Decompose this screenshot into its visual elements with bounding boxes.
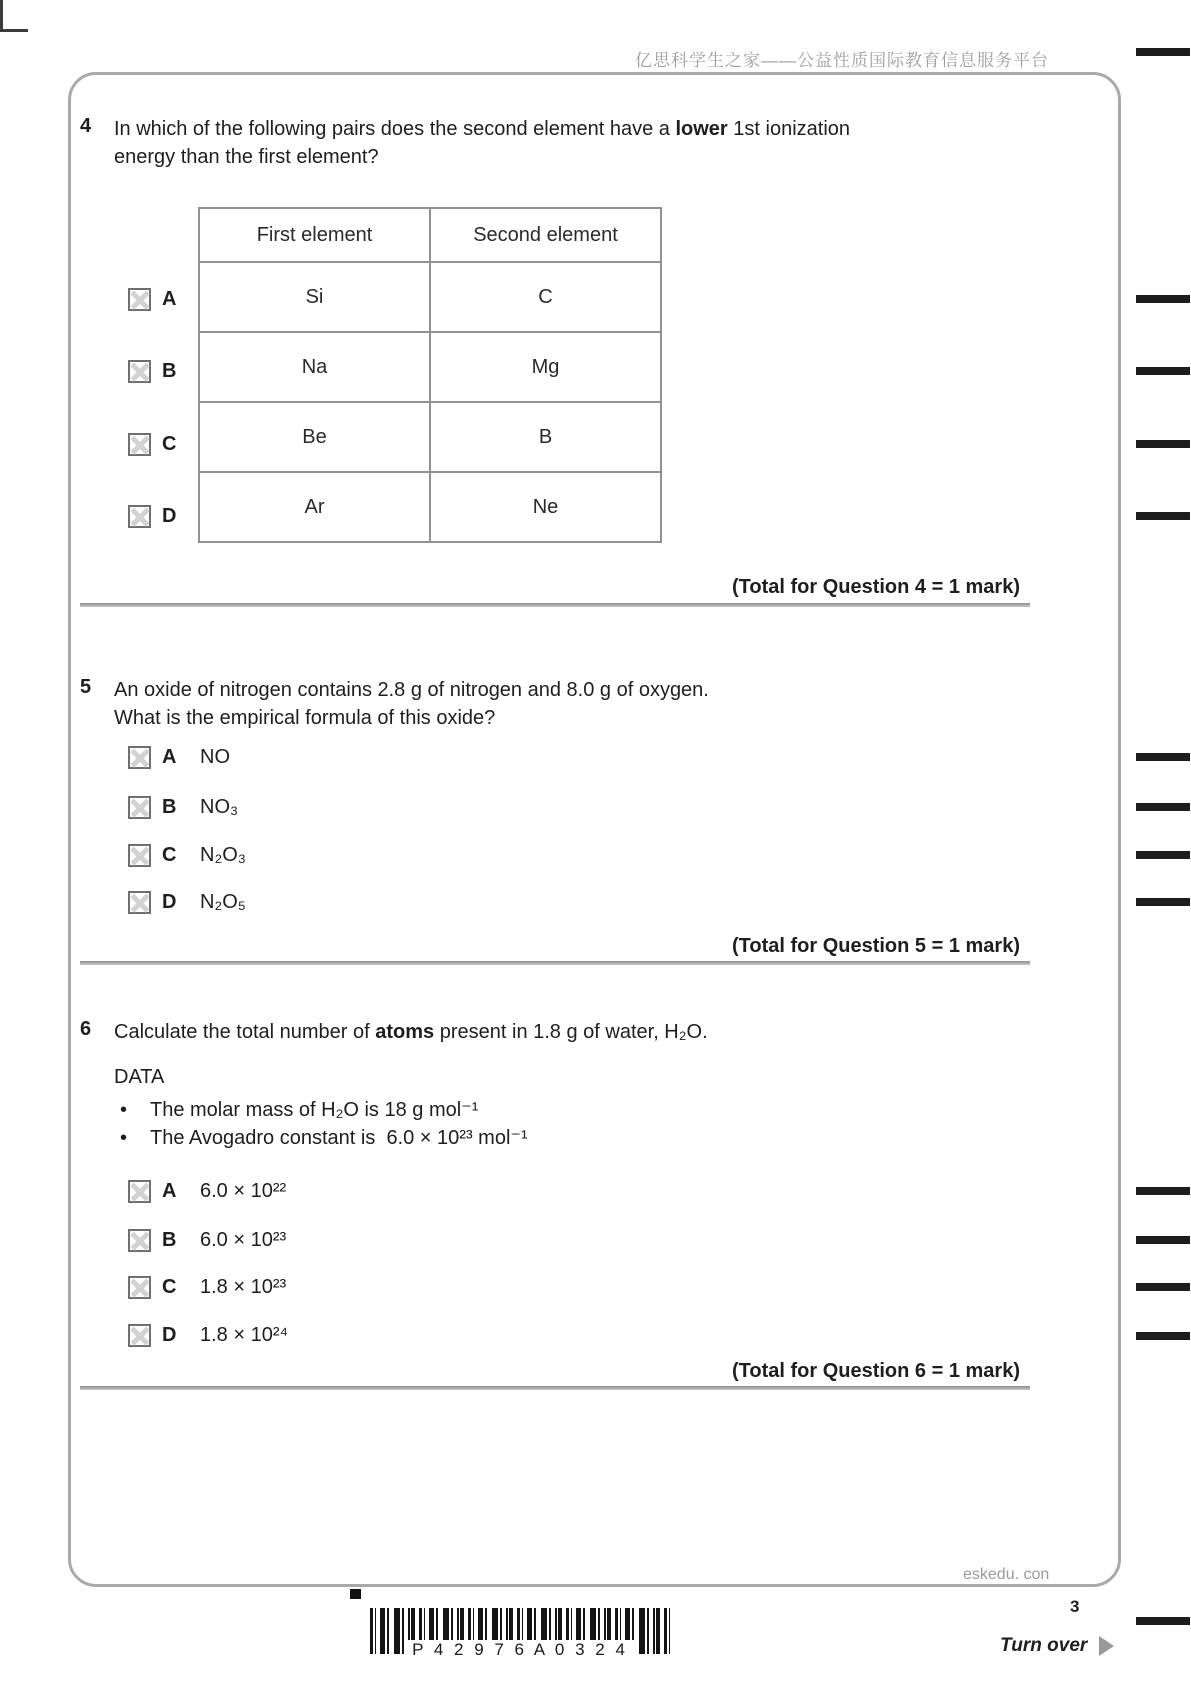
cell-first: Be	[199, 402, 430, 472]
cell-first: Si	[199, 262, 430, 332]
cell-second: C	[430, 262, 661, 332]
option-label: B	[162, 796, 177, 818]
table-row	[199, 262, 661, 332]
trim-mark	[1136, 512, 1190, 520]
turn-over	[1000, 1635, 1114, 1657]
cell-second: B	[430, 402, 661, 472]
trim-mark	[1136, 440, 1190, 448]
cell-second: Ne	[430, 472, 661, 542]
trim-mark	[1136, 1332, 1190, 1340]
question-divider	[80, 961, 1030, 965]
bullet-text: The Avogadro constant is 6.0 × 10²³ mol⁻¹	[150, 1127, 528, 1149]
question-5-text	[114, 676, 709, 732]
question-5-number: 5	[80, 676, 92, 698]
option-label: C	[162, 844, 177, 866]
trim-mark	[1136, 1283, 1190, 1291]
question-6-line1-end: present in 1.8 g of water, H₂O.	[434, 1021, 708, 1043]
trim-mark	[1136, 851, 1190, 859]
bullet-icon: •	[120, 1099, 128, 1121]
data-bullet-2	[120, 1125, 528, 1150]
cell-first: Na	[199, 332, 430, 402]
q4-element-table	[198, 207, 662, 543]
q5-option-b-checkbox[interactable]	[128, 796, 151, 819]
table-row	[199, 402, 661, 472]
corner-registration-mark	[0, 0, 3, 32]
q4-option-c-checkbox[interactable]	[128, 433, 151, 456]
table-row	[199, 472, 661, 542]
q6-option-c-checkbox[interactable]	[128, 1276, 151, 1299]
question-4-text	[114, 115, 850, 171]
q6-option-b-checkbox[interactable]	[128, 1229, 151, 1252]
trim-mark	[1136, 898, 1190, 906]
question-4-line1-end: 1st ionization	[727, 118, 851, 140]
option-label: D	[162, 505, 177, 527]
data-bullet-1	[120, 1097, 478, 1122]
q4-option-b	[128, 360, 184, 383]
q6-option-b	[128, 1229, 286, 1252]
option-text: N₂O₅	[200, 891, 246, 913]
question-4-number: 4	[80, 115, 92, 137]
barcode	[370, 1608, 670, 1672]
q5-option-d-checkbox[interactable]	[128, 891, 151, 914]
q6-option-d-checkbox[interactable]	[128, 1324, 151, 1347]
q4-option-b-checkbox[interactable]	[128, 360, 151, 383]
option-text: 6.0 × 10²²	[200, 1180, 287, 1202]
option-text: NO₃	[200, 796, 239, 818]
q4-option-a	[128, 288, 184, 311]
q4-option-d	[128, 505, 184, 528]
question-6-text	[114, 1018, 708, 1046]
question-divider	[80, 1386, 1030, 1390]
q5-option-a	[128, 746, 230, 769]
trim-mark	[1136, 48, 1190, 56]
q5-option-c-checkbox[interactable]	[128, 844, 151, 867]
option-text: NO	[200, 746, 230, 768]
turn-over-arrow-icon	[1099, 1636, 1114, 1656]
q6-option-a-checkbox[interactable]	[128, 1180, 151, 1203]
q5-option-a-checkbox[interactable]	[128, 746, 151, 769]
option-label: C	[162, 1276, 177, 1298]
cell-second: Mg	[430, 332, 661, 402]
table-row	[199, 332, 661, 402]
trim-mark	[1136, 367, 1190, 375]
q5-option-b	[128, 796, 238, 819]
question-divider	[80, 603, 1030, 607]
bullet-icon: •	[120, 1127, 128, 1149]
question-4-bold-word: lower	[675, 118, 728, 140]
q6-total-marks: (Total for Question 6 = 1 mark)	[731, 1360, 1020, 1382]
footer-watermark: eskedu. con	[963, 1566, 1050, 1583]
option-label: A	[162, 288, 177, 310]
option-text: 1.8 × 10²³	[200, 1276, 287, 1298]
option-label: A	[162, 746, 177, 768]
question-6-bold-word: atoms	[375, 1021, 435, 1043]
bullet-text: The molar mass of H₂O is 18 g mol⁻¹	[150, 1099, 479, 1121]
option-text: 1.8 × 10²⁴	[200, 1324, 289, 1346]
q4-option-d-checkbox[interactable]	[128, 505, 151, 528]
option-label: A	[162, 1180, 177, 1202]
cell-first: Ar	[199, 472, 430, 542]
q5-option-d	[128, 891, 246, 914]
option-text: N₂O₃	[200, 844, 246, 866]
question-4-line1: In which of the following pairs does the second element have a	[114, 118, 676, 140]
header-watermark: 亿思科学生之家——公益性质国际教育信息服务平台	[635, 51, 1049, 70]
option-label: D	[162, 891, 177, 913]
trim-mark	[1136, 1617, 1190, 1625]
q6-option-c	[128, 1276, 286, 1299]
q5-total-marks: (Total for Question 5 = 1 mark)	[731, 935, 1020, 957]
barcode-text: P 4 2 9 7 6 A 0 3 2 4	[404, 1640, 636, 1660]
option-label: B	[162, 1229, 177, 1251]
q4-option-a-checkbox[interactable]	[128, 288, 151, 311]
option-text: 6.0 × 10²³	[200, 1229, 287, 1251]
question-6-line1: Calculate the total number of	[114, 1021, 376, 1043]
table-header-first-element: First element	[199, 208, 430, 262]
q6-option-d	[128, 1324, 288, 1347]
question-4-table-wrap	[198, 207, 662, 543]
q5-option-c	[128, 844, 246, 867]
trim-mark	[1136, 1236, 1190, 1244]
data-section-label: DATA	[114, 1066, 165, 1088]
question-6-number: 6	[80, 1018, 92, 1040]
trim-mark	[1136, 295, 1190, 303]
trim-mark	[1136, 803, 1190, 811]
option-label: B	[162, 360, 177, 382]
question-5-line1: An oxide of nitrogen contains 2.8 g of nitrogen and 8.0 g of oxygen.	[114, 679, 709, 701]
turn-over-label: Turn over	[1000, 1635, 1088, 1656]
trim-mark	[1136, 1187, 1190, 1195]
question-5-line2: What is the empirical formula of this oxide?	[114, 707, 496, 729]
option-label: C	[162, 433, 177, 455]
page-number: 3	[1070, 1597, 1080, 1616]
q4-total-marks: (Total for Question 4 = 1 mark)	[731, 576, 1020, 598]
table-header-second-element: Second element	[430, 208, 661, 262]
corner-registration-mark	[0, 29, 28, 32]
q4-option-c	[128, 433, 184, 456]
q6-option-a	[128, 1180, 286, 1203]
registration-mark	[350, 1589, 361, 1599]
question-4-line2: energy than the first element?	[114, 146, 379, 168]
trim-mark	[1136, 753, 1190, 761]
option-label: D	[162, 1324, 177, 1346]
